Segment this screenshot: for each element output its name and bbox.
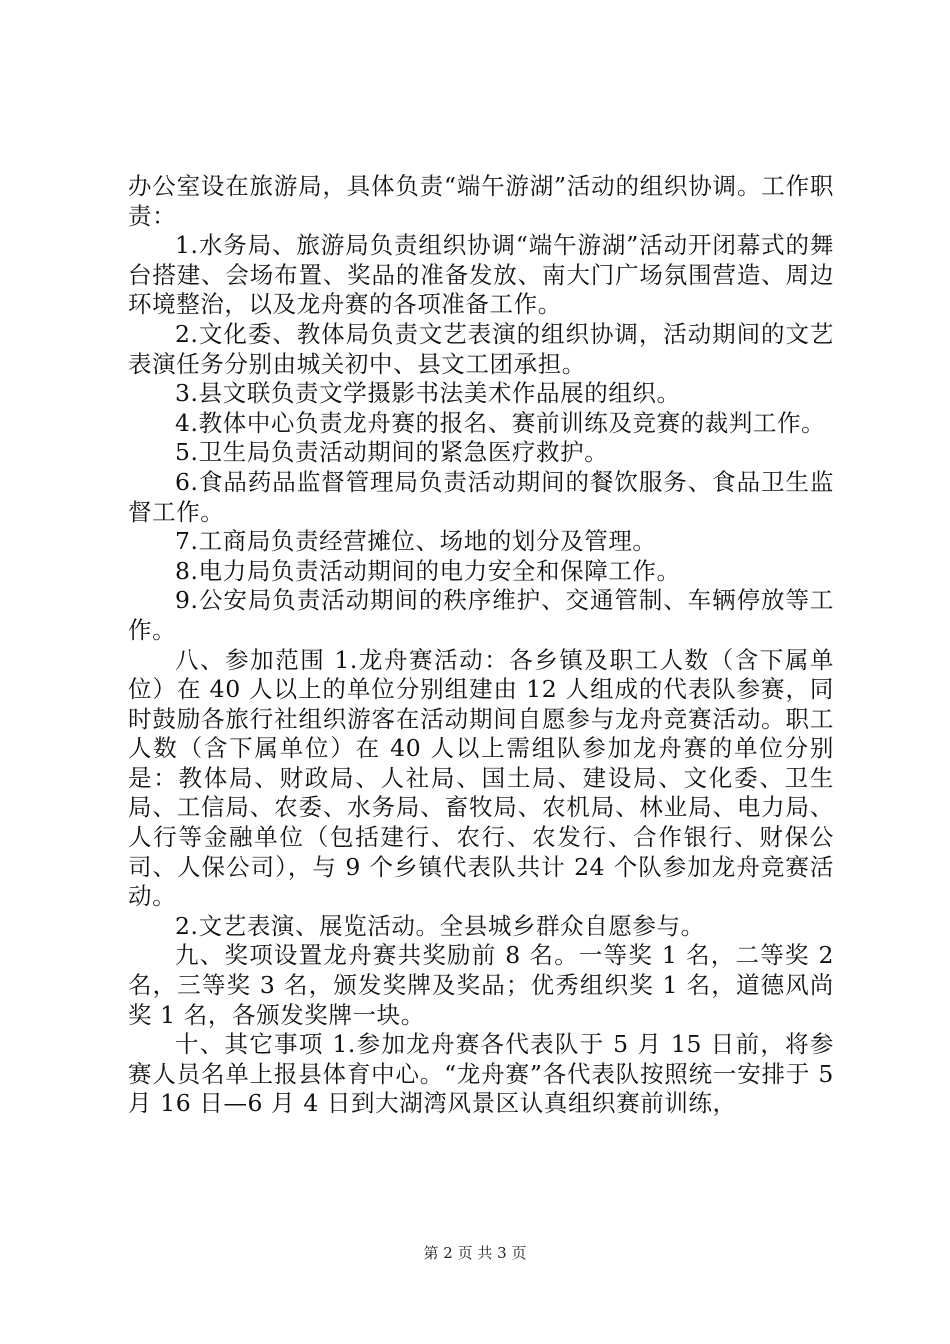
paragraph: 九、奖项设置龙舟赛共奖励前 8 名。一等奖 1 名，二等奖 2 名，三等奖 3 名，颁发奖牌及奖品；优秀组织奖 1 名，道德风尚奖 1 名，各颁发奖牌一块。	[128, 941, 834, 1029]
document-body	[128, 172, 834, 1119]
paragraph: 1.水务局、旅游局负责组织协调“端午游湖”活动开闭幕式的舞台搭建、会场布置、奖品的准备发放、南大门广场氛围营造、周边环境整治，以及龙舟赛的各项准备工作。	[128, 231, 834, 319]
paragraph: 八、参加范围 1.龙舟赛活动：各乡镇及职工人数（含下属单位）在 40 人以上的单位分别组建由 12 人组成的代表队参赛，同时鼓励各旅行社组织游客在活动期间自愿参与龙舟竞赛活动。职工人数（含下属单位）在 40 人以上需组队参加龙舟赛的单位分别是：教体局、财政局、人社局、国土局、建设局、文化委、卫生局、工信局、农委、水务局、畜牧局、农机局、林业局、电力局、人行等金融单位（包括建行、农行、农发行、合作银行、财保公司、人保公司），与 9 个乡镇代表队共计 24 个队参加龙舟竞赛活动。	[128, 645, 834, 911]
paragraph: 办公室设在旅游局，具体负责“端午游湖”活动的组织协调。工作职责：	[128, 172, 834, 230]
paragraph: 4.教体中心负责龙舟赛的报名、赛前训练及竞赛的裁判工作。	[175, 408, 826, 437]
paragraph: 2.文化委、教体局负责文艺表演的组织协调，活动期间的文艺表演任务分别由城关初中、县文工团承担。	[128, 319, 834, 378]
paragraph: 十、其它事项 1.参加龙舟赛各代表队于 5 月 15 日前，将参赛人员名单上报县体育中心。“龙舟赛”各代表队按照统一安排于 5 月 16 日—6 月 4 日到大湖湾风景区认真组织赛前训练，	[128, 1030, 834, 1118]
page-footer	[0, 1244, 950, 1262]
paragraph: 8.电力局负责活动期间的电力安全和保障工作。	[175, 556, 681, 585]
paragraph: 3.县文联负责文学摄影书法美术作品展的组织。	[175, 379, 681, 408]
paragraph: 5.卫生局负责活动期间的紧急医疗救护。	[175, 438, 609, 467]
paragraph: 6.食品药品监督管理局负责活动期间的餐饮服务、食品卫生监督工作。	[128, 467, 834, 526]
page-number-label: 第 2 页 共 3 页	[423, 1244, 527, 1262]
paragraph: 2.文艺表演、展览活动。全县城乡群众自愿参与。	[175, 911, 705, 940]
paragraph: 7.工商局负责经营摊位、场地的划分及管理。	[175, 527, 657, 556]
paragraph: 9.公安局负责活动期间的秩序维护、交通管制、车辆停放等工作。	[128, 586, 834, 644]
